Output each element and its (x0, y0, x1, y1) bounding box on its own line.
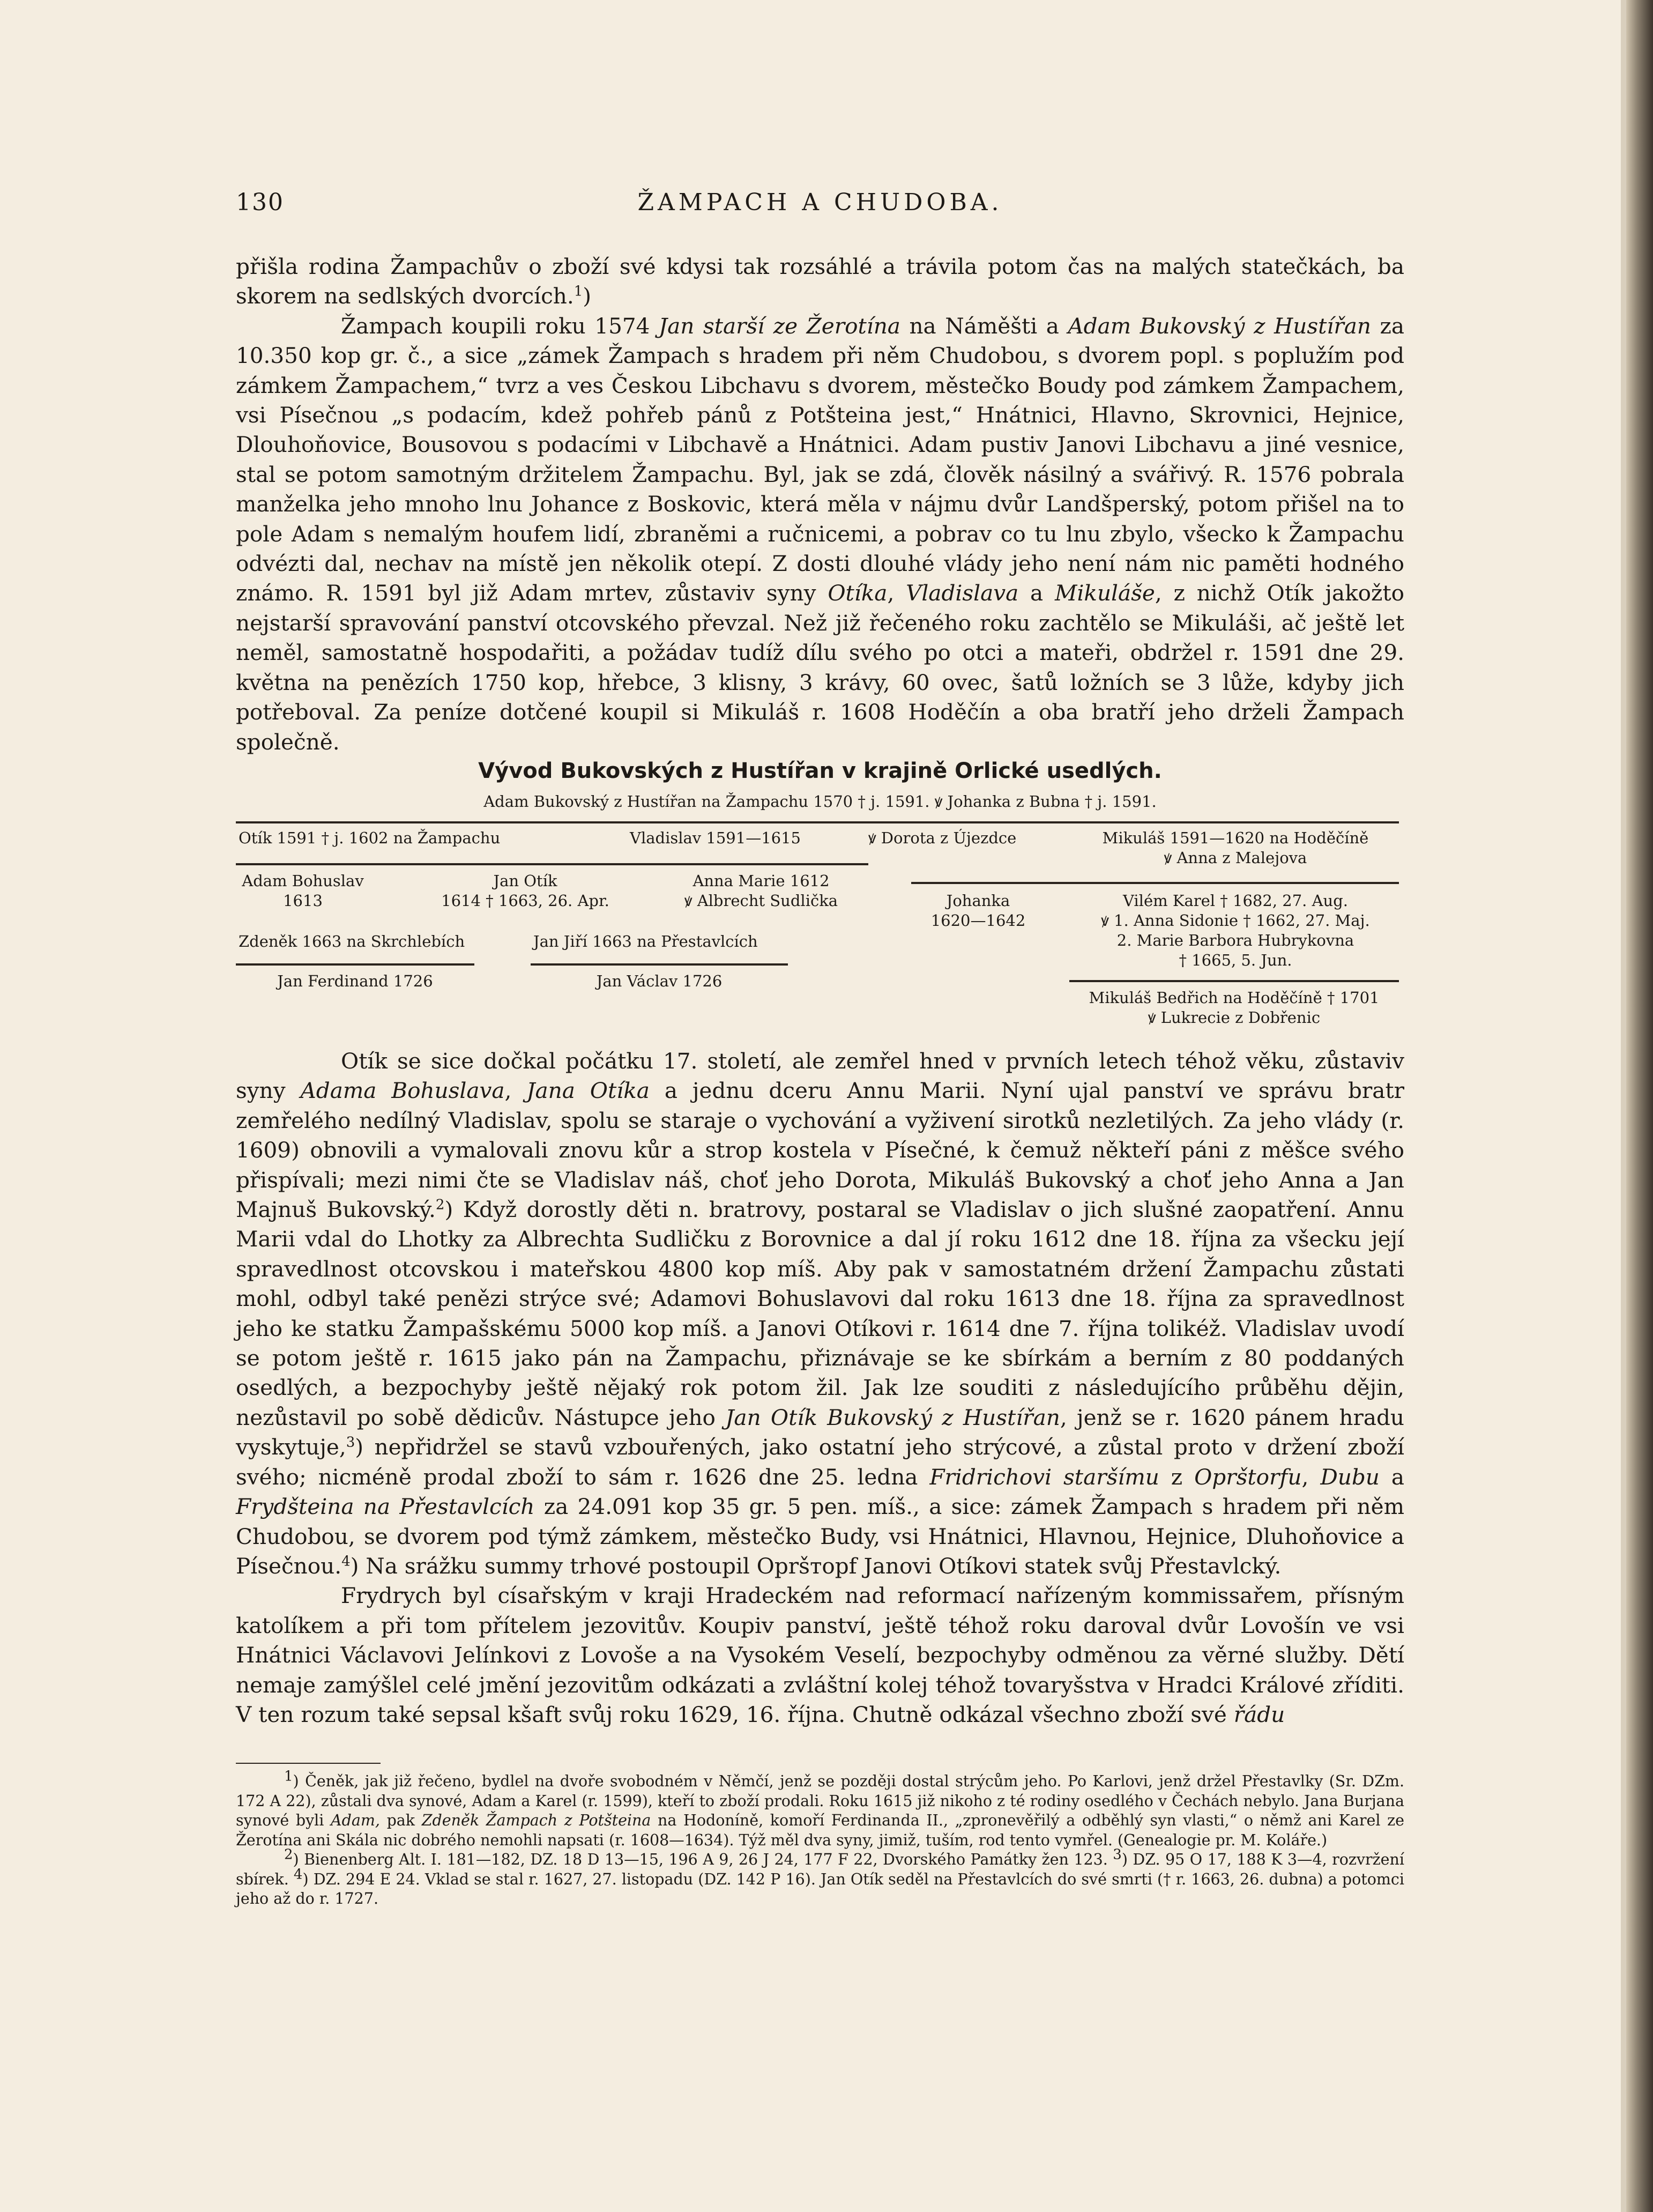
gen-mikulas-bedrich: Mikuláš Bedřich na Hoděčíně † 1701 ꝟ Lukrecie z Dobřenic (1089, 989, 1380, 1027)
footnote-ref: 1 (574, 283, 583, 300)
page-header (236, 189, 1404, 221)
gen-adam-bohuslav: Adam Bohuslav 1613 (242, 872, 364, 910)
genealogy-root: Adam Bukovský z Hustířan na Žampachu 1570 † j. 1591. ꝟ Johanka z Bubna † j. 1591. (483, 792, 1157, 811)
paragraph: Otík se sice dočkal počátku 17. století, ale zemřel hned v prvních letech téhož věku, zůstaviv syny Adama Bohuslava, Jana Otíka a jednu dceru Annu Marii. Nyní ujal panství ve správu bratr zemřelého nedílný Vladislav, spolu se staraje o vychování a vyživení sirotků nezletilých. Za jeho vlády (r. 1609) obnovili a vymalovali znovu kůr a strop kostela v Písečné, k čemuž někteří páni z měšce svého přispívali; mezi nimi čte se Vladislav náš, choť jeho Dorota, Mikuláš Bukovský a choť jeho Anna a Jan Majnuš Bukovský.$^2$) Když dorostly děti n. bratrovy, postaral se Vladislav o jich slušné zaopatření. Annu Marii vdal do Lhotky za Albrechta Sudličku z Borovnice a dal jí roku 1612 dne 18. října za všecku její spravedlnost otcovskou i mateřskou 4800 kop míš. Aby pak v samostatném držení Žampachu zůstati mohl, odbyl také penězi strýce své; Adamovi Bohuslavovi dal roku 1613 dne 18. října za spravedlnost jeho ke statku Žampašskému 5000 kop míš. a Janovi Otíkovi r. 1614 dne 7. října tolikéž. Vladislav uvodí se potom ještě r. 1615 jako pán na Žampachu, přiznávaje se ke sbírkám a berním z 80 poddaných osedlých, a bezpochyby ještě nějaký rok potom žil. Jak lze souditi z následujícího průběhu dějin, nezůstavil po sobě dědicův. Nástupce jeho Jan Otík Bukovský z Hustířan, jenž se r. 1620 pánem hradu vyskytuje,$^3$) nepřidržel se stavů vzbouřených, jako ostatní jeho strýcové, a zůstal proto v držení zboží svého; nicméně prodal zboží to sám r. 1626 dne 25. ledna Fridrichovi staršímu z Oprštorfu, Dubu a Frydšteina na Přestavlcích za 24.091 kop 35 gr. 5 pen. míš., a sice: zámek Žampach s hradem při něm Chudobou, se dvorem pod týmž zámkem, městečko Budy, vsi Hnátnici, Hlavnou, Hejnice, Dluhoňovice a Písečnou.$^4$) Na srážku summy trhové postoupil Opršторf Janovi Otíkovi statek svůj Přestavlcký. (236, 1048, 1405, 1579)
genealogy-bracket (1069, 980, 1399, 982)
paragraph: Frydrych byl císařským v kraji Hradeckém nad reformací nařízeným kommissařem, přísným katolíkem a při tom přítelem jezovitův. Koupiv panství, ještě téhož roku daroval dvůr Lovošín ve vsi Hnátnici Václavovi Jelínkovi z Lovoše a na Vysokém Veselí, bezpochyby odměnou za věrné služby. Dětí nemaje zamýšlel celé jmění jezovitům odkázati a zvláštní kolej téhož tovaryšstva v Hradci Králové zříditi. V ten rozum také sepsal kšaft svůj roku 1629, 16. října. Chutně odkázal všechno zboží své řádu (236, 1583, 1404, 1727)
genealogy-bracket (236, 821, 1399, 823)
footnote-2-3: $^2$) Bienenberg Alt. I. 181—182, DZ. 18 D 13—15, 196 A 9, 26 J 24, 177 F 22, Dvorského Památky žen 123. $^3$) DZ. 95 O 17, 188 K 3—4, rozvržení sbírek. $^4$) DZ. 294 E 24. Vklad se stal r. 1627, 27. listopadu (DZ. 142 P 16). Jan Otík seděl na Přestavlcích do své smrti († r. 1663, 26. dubna) a potomci jeho až do r. 1727. (236, 1846, 1405, 1907)
footnote-1: $^1$) Čeněk, jak již řečeno, bydlel na dvoře svobodném v Němčí, jenž se později dostal strýcům jeho. Po Karlovi, jenž držel Přestavlky (Sr. DZm. 172 A 22), zůstali dva synové, Adam a Karel (r. 1599), kteří to zboží prodali. Roku 1615 již nikoho z té rodiny osedlého v Čechách nebylo. Jana Burjana synové byli Adam, pak Zdeněk Žampach z Potšteina na Hodoníně, komoří Ferdinanda II., „zpronevěřilý a odběhlý syn vlasti,“ o němž ani Karel ze Žerotína ani Skála nic dobrého nemohli napsati (r. 1608—1634). Týž měl dva syny, jimiž, tuším, rod tento vymřel. (Genealogie pr. M. Kolářе.) (236, 1768, 1405, 1849)
gen-jan-vaclav: Jan Václav 1726 (596, 972, 723, 990)
gen-vilem-karel: Vilém Karel † 1682, 27. Aug. ꝟ 1. Anna Sidonie † 1662, 27. Maj. 2. Marie Barbora Hubrykovna † 1665, 5. Jun. (1101, 892, 1370, 969)
genealogy-title: Vývod Bukovských z Hustířan v krajině Orlické usedlých. (478, 759, 1162, 783)
genealogy-bracket (531, 963, 788, 966)
page-number: 130 (236, 189, 284, 216)
gen-jan-otik: Jan Otík 1614 † 1663, 26. Apr. (441, 872, 609, 910)
body-text-bottom (236, 1046, 1404, 1729)
genealogy-bracket (236, 963, 474, 966)
gen-zdenek: Zdeněk 1663 na Skrchlebích (239, 932, 465, 951)
body-text-top (236, 252, 1404, 757)
gen-jan-jiri: Jan Jiří 1663 na Přestavlcích (533, 932, 758, 951)
gen-vladislav: Vladislav 1591—1615 (630, 829, 801, 847)
book-spine (1626, 0, 1653, 2212)
genealogy-bracket (236, 863, 868, 865)
footnote-ref: 4 (341, 1553, 351, 1570)
gen-jan-ferdinand: Jan Ferdinand 1726 (277, 972, 433, 990)
gen-otik: Otík 1591 † j. 1602 na Žampachu (239, 829, 501, 847)
footnote-rule (236, 1763, 381, 1764)
footnotes (236, 1768, 1405, 1909)
paragraph: přišla rodina Žampachův o zboží své kdysi tak rozsáhlé a trávila potom čas na malých statečkách, ba skorem na sedlských dvorcích.$^1$) (236, 254, 1404, 309)
gen-mikulas: Mikuláš 1591—1620 na Hoděčíně ꝟ Anna z Malejova (1102, 829, 1369, 867)
running-title: ŽAMPACH A CHUDOBA. (637, 189, 1003, 216)
gen-johanka: Johanka 1620—1642 (930, 892, 1026, 930)
page-edge-shadow (1621, 0, 1626, 2212)
paragraph: Žampach koupili roku 1574 Jan starší ze Žerotína na Náměšti a Adam Bukovský z Hustířan za 10.350 kop gr. č., a sice „zámek Žampach s hradem při něm Chudobou, s dvorem popl. s poplužím pod zámkem Žampachem,“ tvrz a ves Českou Libchavu s dvorem, městečko Boudy pod zámkem Žampachem, vsi Písečnou „s podacím, kdež pohřeb pánů z Potšteina jest,“ Hnátnici, Hlavno, Skrovnici, Hejnice, Dlouhoňovice, Bousovou s podacími v Libchavě a Hnátnici. Adam pustiv Janovi Libchavu a jiné vesnice, stal se potom samotným držitelem Žampachu. Byl, jak se zdá, člověk násilný a svářivý. R. 1576 pobrala manželka jeho mnoho lnu Johance z Boskovic, která měla v nájmu dvůr Landšperský, potom přišel na to pole Adam s nemalým houfem lidí, zbraněmi a ručnicemi, a pobrav co tu lnu zbylo, všecko k Žampachu odvézti dal, nechav na místě jen několik otepí. Z dosti dlouhé vlády jeho není nám nic paměti hodného známo. R. 1591 byl již Adam mrtev, zůstaviv syny Otíka, Vladislava a Mikuláše, z nichž Otík jakožto nejstarší spravování panství otcovského převzal. Než již řečeného roku zachtělo se Mikuláši, ač ještě let neměl, samostatně hospodařiti, a požádav tudíž dílu svého po otci a mateři, obdržel r. 1591 dne 29. května na penězích 1750 kop, hřebce, 3 klisny, 3 krávy, 60 ovec, šatů ložních se 3 lůže, kdyby jich potřeboval. Za peníze dotčené koupil si Mikuláš r. 1608 Hoděčín a oba bratří jeho drželi Žampach společně. (236, 313, 1405, 755)
genealogy-bracket (911, 882, 1399, 884)
gen-dorota: ꝟ Dorota z Újezdce (868, 829, 1017, 847)
gen-anna-marie: Anna Marie 1612 ꝟ Albrecht Sudlička (684, 872, 838, 910)
footnote-ref: 3 (346, 1434, 355, 1451)
footnote-ref: 2 (435, 1197, 445, 1213)
